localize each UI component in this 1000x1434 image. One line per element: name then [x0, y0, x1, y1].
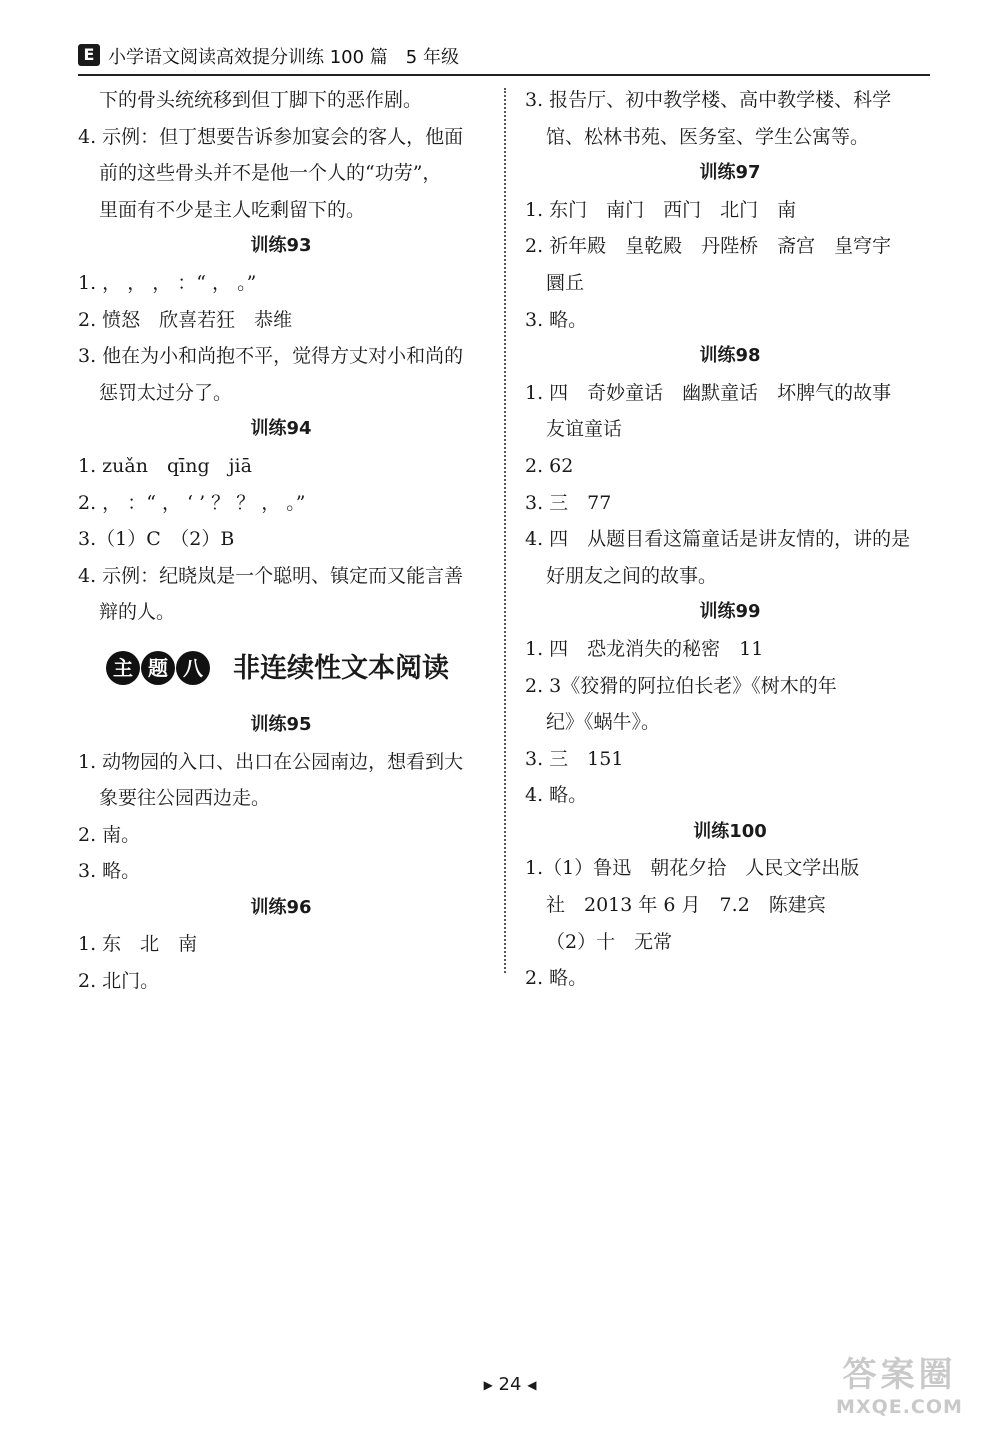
answer-line: 3. 略。	[525, 308, 588, 331]
answer-line: 圜丘	[546, 271, 585, 294]
answer-line: 2. 愤怒 欣喜若狂 恭维	[78, 308, 293, 331]
section-heading-96: 训练96	[250, 896, 312, 918]
answer-line: 馆、松林书苑、医务室、学生公寓等。	[546, 125, 870, 148]
answer-line: 纪》《蜗牛》。	[546, 711, 661, 734]
answer-line: 象要往公园西边走。	[99, 787, 271, 810]
section-heading-98: 训练98	[699, 345, 761, 367]
answer-line: 社 2013 年 6 月 7.2 陈建宾	[546, 894, 826, 917]
section-heading-97: 训练97	[699, 162, 761, 184]
answer-line: 3. 三 151	[525, 747, 624, 770]
theme-badge: 主	[106, 651, 140, 685]
answer-line: 下的骨头统统移到但丁脚下的恶作剧。	[99, 89, 423, 111]
answer-line: 2. ， ：“ ， ‘ ’ ？ ？ ， 。”	[78, 491, 306, 514]
answer-line: 前的这些骨头并不是他一个人的“功劳”，	[99, 162, 442, 185]
answer-line: 3. 三 77	[525, 491, 612, 514]
left-arrow-icon: ◀	[527, 1378, 537, 1392]
page-number	[470, 1372, 550, 1398]
answer-line: 2. 62	[525, 454, 574, 477]
answer-line: 惩罚太过分了。	[99, 381, 233, 404]
answer-line: 3. 略。	[78, 860, 141, 883]
section-heading-100: 训练100	[693, 820, 767, 842]
theme-title: 非连续性文本阅读	[233, 652, 449, 684]
answer-line: 3.（1）C （2）B	[78, 528, 235, 551]
theme-badges	[106, 651, 211, 685]
answer-line: 1. zuǎn qīng jiā	[78, 454, 252, 477]
section-heading-94: 训练94	[250, 418, 312, 440]
answer-line: 1. 东门 南门 西门 北门 南	[525, 198, 797, 221]
site-watermark	[812, 1354, 987, 1426]
column-divider	[504, 88, 506, 973]
section-heading-99: 训练99	[699, 601, 761, 623]
answer-line: 2. 北门。	[78, 970, 160, 993]
answer-line: 辩的人。	[99, 601, 176, 624]
page-number-text: 24	[498, 1374, 522, 1395]
answer-line: 1. 东 北 南	[78, 933, 198, 956]
right-arrow-icon: ▶	[483, 1378, 493, 1392]
answer-line: 友谊童话	[546, 418, 623, 441]
answer-line: 1. 四 奇妙童话 幽默童话 坏脾气的故事	[525, 381, 892, 404]
page-header	[78, 42, 930, 76]
series-logo-icon: E	[78, 44, 100, 66]
answer-line: 2. 祈年殿 皇乾殿 丹陛桥 斋宫 皇穹宇	[525, 235, 892, 258]
answer-line: 2. 略。	[525, 967, 588, 990]
answer-line: 3. 报告厅、初中教学楼、高中教学楼、科学	[525, 89, 892, 111]
answer-line: 2. 3《狡猾的阿拉伯长老》《树木的年	[525, 674, 837, 697]
answer-line: （2）十 无常	[546, 930, 673, 953]
book-title: 小学语文阅读高效提分训练 100 篇 5 年级	[108, 47, 459, 68]
watermark-url: MXQE.COM	[836, 1396, 963, 1418]
theme-badge: 八	[176, 651, 210, 685]
answer-line: 4. 四 从题目看这篇童话是讲友情的，讲的是	[525, 528, 911, 551]
answer-line: 1. 四 恐龙消失的秘密 11	[525, 637, 764, 660]
answer-line: 4. 略。	[525, 784, 588, 807]
answer-line: 2. 南。	[78, 823, 141, 846]
answer-line: 好朋友之间的故事。	[546, 564, 718, 587]
answer-line: 4. 示例：纪晓岚是一个聪明、镇定而又能言善	[78, 564, 464, 587]
answer-line: 3. 他在为小和尚抱不平，觉得方丈对小和尚的	[78, 345, 464, 368]
watermark-logo: 答案圈	[842, 1355, 957, 1395]
answer-line: 里面有不少是主人吃剩留下的。	[99, 198, 366, 221]
theme-badge: 题	[141, 651, 175, 685]
section-heading-93: 训练93	[250, 235, 312, 257]
section-heading-95: 训练95	[250, 713, 312, 735]
left-column	[78, 82, 484, 1000]
theme-banner	[78, 643, 484, 707]
answer-line: 1.（1）鲁迅 朝花夕拾 人民文学出版	[525, 857, 860, 880]
answer-line: 1. 动物园的入口、出口在公园南边，想看到大	[78, 750, 464, 773]
right-column	[525, 82, 935, 997]
answer-line: 4. 示例：但丁想要告诉参加宴会的客人，他面	[78, 125, 464, 148]
answer-line: 1. ， ， ， ：“ ， 。”	[78, 271, 257, 294]
